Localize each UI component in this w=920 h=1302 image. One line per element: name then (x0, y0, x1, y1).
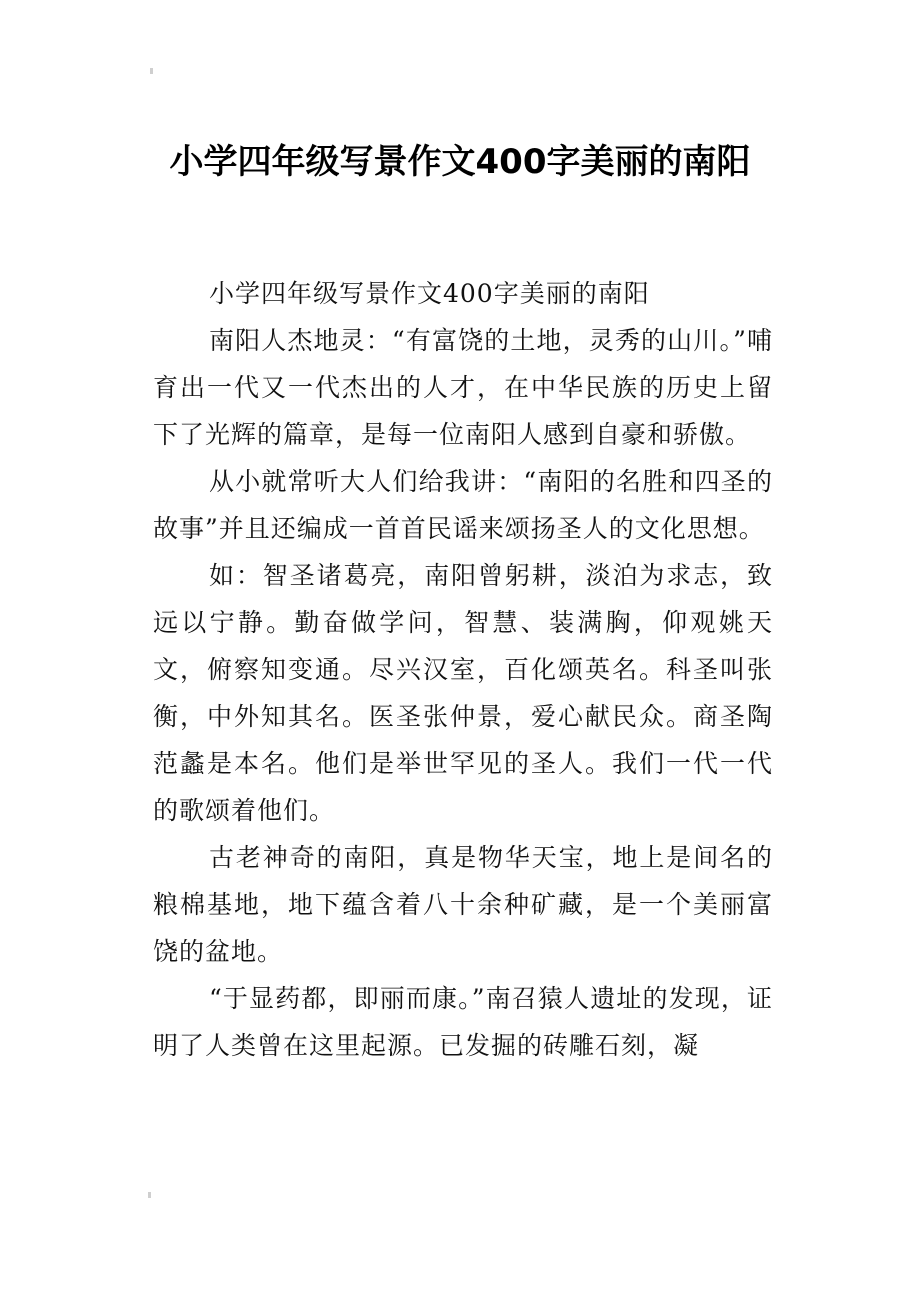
paragraph: 小学四年级写景作文400字美丽的南阳 (209, 279, 650, 308)
paragraph: 南阳人杰地灵：“有富饶的土地，灵秀的山川。”哺育出一代又一代杰出的人才，在中华民族的历史上留下了光辉的篇章，是每一位南阳人感到自豪和骄傲。 (153, 326, 773, 449)
paragraph: “于显药都，即丽而康。”南召猿人遗址的发现，证明了人类曾在这里起源。已发掘的砖雕石刻，凝 (153, 984, 773, 1060)
document-body (153, 270, 773, 1069)
paragraph: 如：智圣诸葛亮，南阳曾躬耕，淡泊为求志，致远以宁静。勤奋做学问，智慧、装满胸，仰观姚天文，俯察知变通。尽兴汉室，百化颂英名。科圣叫张衡，中外知其名。医圣张仲景，爱心献民众。商圣陶范蠡是本名。他们是举世罕见的圣人。我们一代一代的歌颂着他们。 (153, 561, 773, 825)
paragraph: 从小就常听大人们给我讲：“南阳的名胜和四圣的故事”并且还编成一首首民谣来颂扬圣人的文化思想。 (153, 467, 773, 543)
scan-mark (148, 1192, 151, 1198)
document-title: 小学四年级写景作文400字美丽的南阳 (169, 141, 751, 182)
scan-mark (150, 68, 153, 74)
paragraph: 古老神奇的南阳，真是物华天宝，地上是间名的粮棉基地，地下蕴含着八十余种矿藏，是一个美丽富饶的盆地。 (153, 843, 773, 966)
